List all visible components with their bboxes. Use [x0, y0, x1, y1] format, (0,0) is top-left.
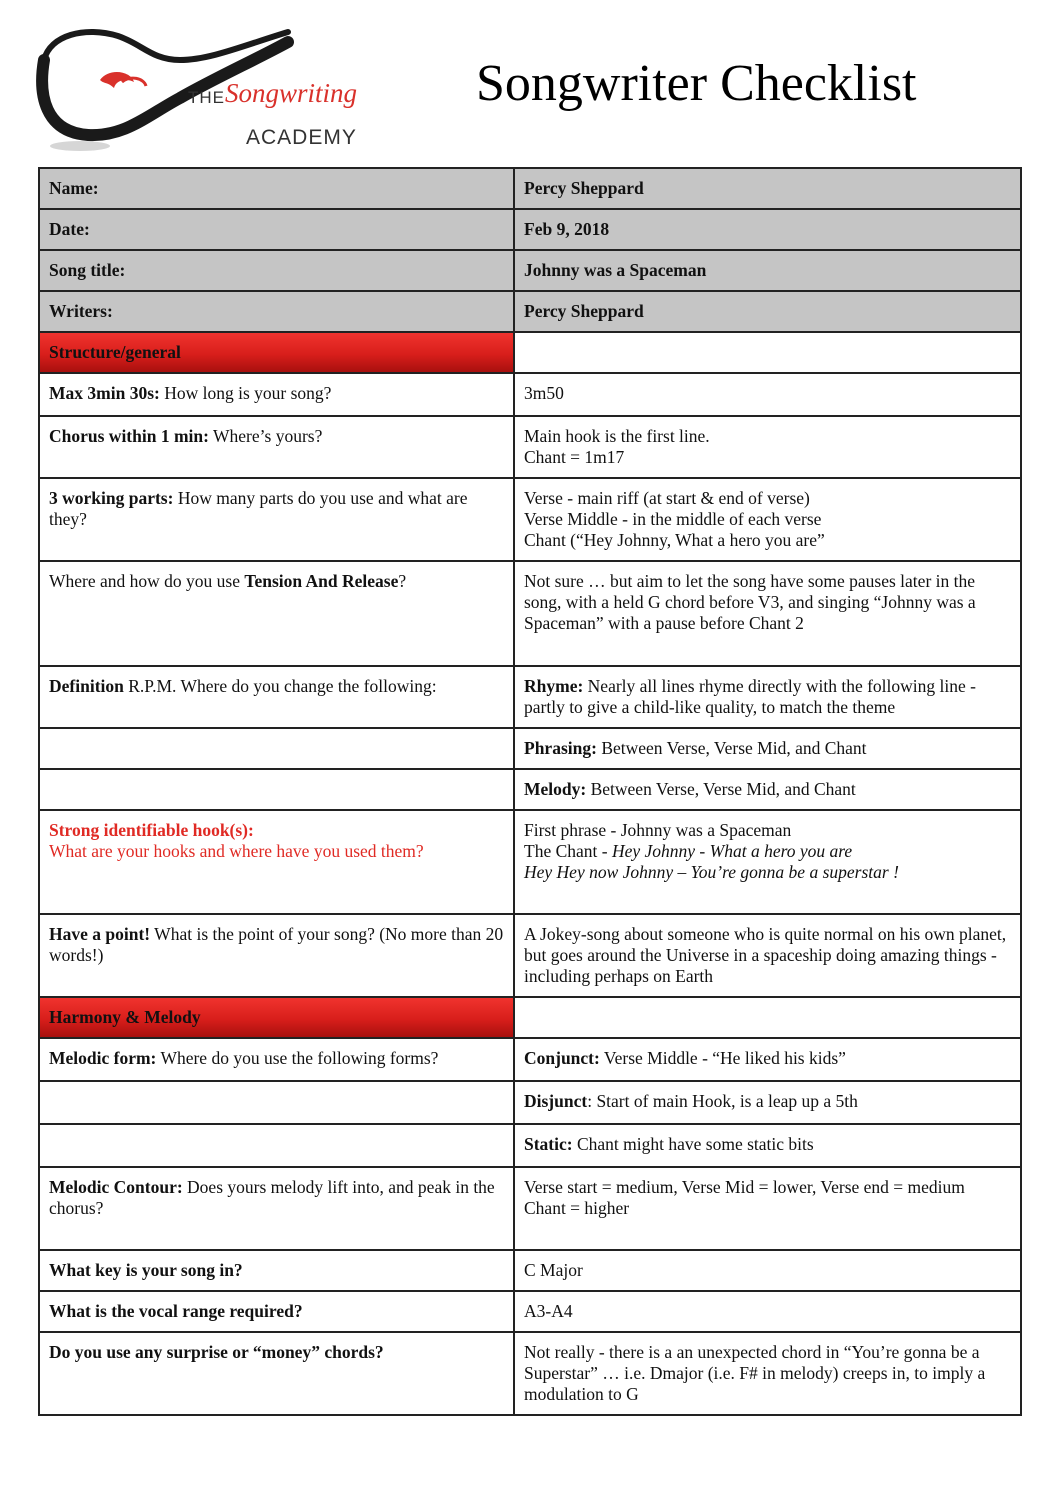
logo-brand-text: Songwriting [225, 78, 358, 108]
table-row [39, 728, 1021, 769]
writers-label: Writers: [39, 291, 514, 332]
disjunct-text: : Start of main Hook, is a leap up a 5th [587, 1091, 858, 1111]
question-bold: Melodic form: [49, 1048, 157, 1068]
question-cell [39, 666, 514, 728]
table-row [39, 810, 1021, 914]
song-title-label: Song title: [39, 250, 514, 291]
question-text: Does yours melody lift into, and peak in the chorus? [49, 1177, 495, 1218]
answer-cell: Not really - there is a an unexpected chord in “You’re gonna be a Superstar” … i.e. Dmajor (i.e. F# in melody) creeps in, to imply a modulation to G [514, 1332, 1021, 1415]
answer-cell: A Jokey-song about someone who is quite normal on his own planet, but goes around the Universe in a spaceship doing amazing things - including perhaps on Earth [514, 914, 1021, 997]
melody-label: Melody: [524, 779, 587, 799]
section-structure-general: Structure/general [39, 332, 514, 373]
empty-cell [39, 728, 514, 769]
question-cell: What key is your song in? [39, 1250, 514, 1291]
answer-cell: Verse - main riff (at start & end of verse) Verse Middle - in the middle of each verse Chant (“Hey Johnny, What a hero you are” [514, 478, 1021, 561]
hooks-line-2-prefix: The Chant - [524, 841, 612, 861]
table-row [39, 250, 1021, 291]
empty-cell [514, 997, 1021, 1038]
answer-cell [514, 1081, 1021, 1124]
question-bold: Tension And Release [244, 571, 399, 591]
table-row [39, 416, 1021, 478]
table-row [39, 1250, 1021, 1291]
answer-cell [514, 810, 1021, 914]
hooks-question-bold: Strong identifiable hook(s): [49, 820, 254, 840]
name-label: Name: [39, 168, 514, 209]
phrasing-label: Phrasing: [524, 738, 597, 758]
disjunct-label: Disjunct [524, 1091, 588, 1111]
conjunct-text: Verse Middle - “He liked his kids” [599, 1048, 846, 1068]
question-text: How long is your song? [159, 383, 332, 403]
table-row [39, 1291, 1021, 1332]
rhyme-label: Rhyme: [524, 676, 584, 696]
table-row [39, 373, 1021, 416]
conjunct-label: Conjunct: [524, 1048, 600, 1068]
answer-cell [514, 769, 1021, 810]
table-row [39, 1124, 1021, 1167]
table-row [39, 1081, 1021, 1124]
question-cell: What is the vocal range required? [39, 1291, 514, 1332]
table-row [39, 478, 1021, 561]
hooks-line-3-lyric: Hey Hey now Johnny – You’re gonna be a superstar ! [524, 862, 899, 882]
rhyme-text: Nearly all lines rhyme directly with the following line - partly to give a child-like quality, to match the theme [524, 676, 976, 717]
question-bold: 3 working parts: [49, 488, 174, 508]
song-title-value: Johnny was a Spaceman [514, 250, 1021, 291]
page-title: Songwriter Checklist [476, 55, 917, 112]
answer-cell: A3-A4 [514, 1291, 1021, 1332]
table-row [39, 168, 1021, 209]
question-bold: Definition [49, 676, 124, 696]
table-row [39, 914, 1021, 997]
question-cell [39, 1167, 514, 1250]
empty-cell [39, 1124, 514, 1167]
question-cell [39, 561, 514, 666]
answer-cell [514, 728, 1021, 769]
answer-cell [514, 1038, 1021, 1081]
section-row [39, 997, 1021, 1038]
table-row [39, 1167, 1021, 1250]
checklist-table [38, 167, 1022, 1416]
empty-cell [39, 769, 514, 810]
static-text: Chant might have some static bits [572, 1134, 814, 1154]
answer-cell [514, 666, 1021, 728]
empty-cell [514, 332, 1021, 373]
question-bold: Chorus within 1 min: [49, 426, 209, 446]
answer-cell: Verse start = medium, Verse Mid = lower, Verse end = medium Chant = higher [514, 1167, 1021, 1250]
question-text: Where do you use the following forms? [156, 1048, 439, 1068]
logo-the-text: THE [188, 88, 225, 107]
table-row [39, 666, 1021, 728]
answer-cell: 3m50 [514, 373, 1021, 416]
question-bold: Have a point! [49, 924, 151, 944]
date-label: Date: [39, 209, 514, 250]
answer-cell: Not sure … but aim to let the song have some pauses later in the song, with a held G chord before V3, and singing “Johnny was a Spaceman” with a pause before Chant 2 [514, 561, 1021, 666]
question-cell [39, 914, 514, 997]
question-text: What is the point of your song? (No more than 20 words!) [49, 924, 504, 965]
question-bold: Melodic Contour: [49, 1177, 183, 1197]
answer-cell: C Major [514, 1250, 1021, 1291]
question-text: How many parts do you use and what are they? [49, 488, 468, 529]
static-label: Static: [524, 1134, 573, 1154]
question-text-end: ? [398, 571, 407, 591]
date-value: Feb 9, 2018 [514, 209, 1021, 250]
table-row [39, 1332, 1021, 1415]
answer-cell [514, 1124, 1021, 1167]
table-row [39, 209, 1021, 250]
question-cell [39, 416, 514, 478]
empty-cell [39, 1081, 514, 1124]
phrasing-text: Between Verse, Verse Mid, and Chant [596, 738, 867, 758]
answer-cell: Main hook is the first line. Chant = 1m17 [514, 416, 1021, 478]
hooks-question-text: What are your hooks and where have you used them? [49, 841, 424, 861]
question-cell [39, 1038, 514, 1081]
question-cell: Do you use any surprise or “money” chords? [39, 1332, 514, 1415]
question-cell [39, 373, 514, 416]
section-harmony-melody: Harmony & Melody [39, 997, 514, 1038]
hooks-line-1: First phrase - Johnny was a Spaceman [524, 820, 792, 840]
question-text: Where and how do you use [49, 571, 245, 591]
table-row [39, 291, 1021, 332]
hooks-line-2-lyric: Hey Johnny - What a hero you are [611, 841, 853, 861]
question-text: R.P.M. Where do you change the following: [123, 676, 437, 696]
logo-academy-text: ACADEMY [246, 126, 357, 149]
melody-text: Between Verse, Verse Mid, and Chant [586, 779, 856, 799]
question-cell [39, 478, 514, 561]
question-bold: Max 3min 30s: [49, 383, 160, 403]
table-row [39, 1038, 1021, 1081]
table-row [39, 769, 1021, 810]
name-value: Percy Sheppard [514, 168, 1021, 209]
section-row [39, 332, 1021, 373]
songwriting-academy-logo [30, 20, 358, 155]
writers-value: Percy Sheppard [514, 291, 1021, 332]
table-row [39, 561, 1021, 666]
question-cell [39, 810, 514, 914]
question-text: Where’s yours? [208, 426, 323, 446]
